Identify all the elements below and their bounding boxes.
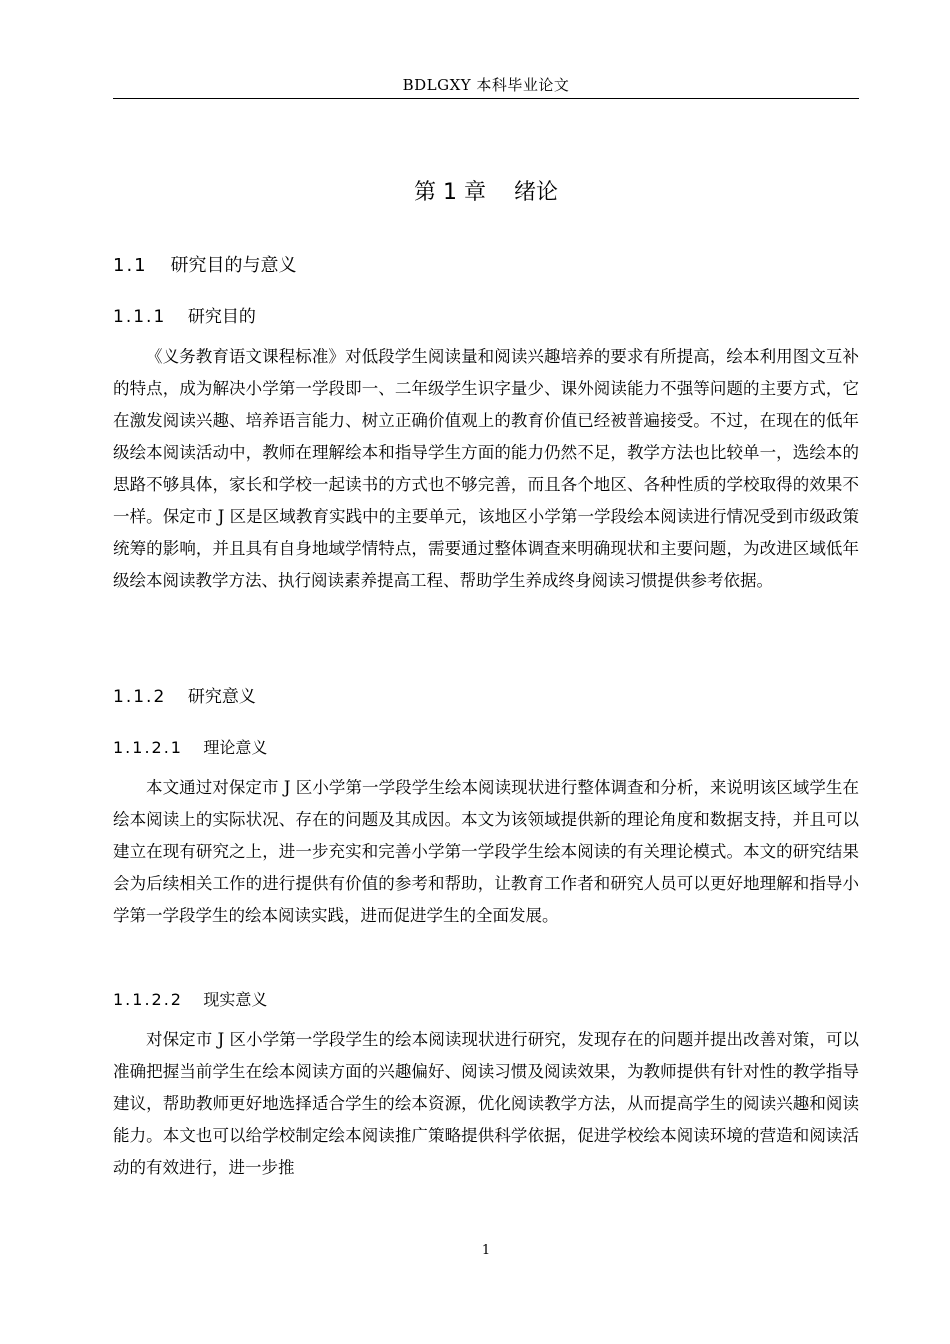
section-heading-1-1-2-2 <box>113 987 267 1013</box>
body-paragraph-theoretical: 本文通过对保定市 J 区小学第一学段学生绘本阅读现状进行整体调查和分析，来说明该区域学生在绘本阅读上的实际状况、存在的问题及其成因。本文为该领域提供新的理论角度和数据支持，并且可以建立在现有研究之上，进一步充实和完善小学第一学段学生绘本阅读的有关理论模式。本文的研究结果会为后续相关工作的进行提供有价值的参考和帮助，让教育工作者和研究人员可以更好地理解和指导小学第一学段学生的绘本阅读实践，进而促进学生的全面发展。 <box>113 778 859 925</box>
chapter-title: 第 1 章 绪论 <box>414 180 558 205</box>
section-title: 理论意义 <box>203 738 268 757</box>
body-paragraph-purpose: 《义务教育语文课程标准》对低段学生阅读量和阅读兴趣培养的要求有所提高，绘本利用图文互补的特点，成为解决小学第一学段即一、二年级学生识字量少、课外阅读能力不强等问题的主要方式，它在激发阅读兴趣、培养语言能力、树立正确价值观上的教育价值已经被普遍接受。不过，在现在的低年级绘本阅读活动中，教师在理解绘本和指导学生方面的能力仍然不足，教学方法也比较单一，选绘本的思路不够具体，家长和学校一起读书的方式也不够完善，而且各个地区、各种性质的学校取得的效果不一样。保定市 J 区是区域教育实践中的主要单元，该地区小学第一学段绘本阅读进行情况受到市级政策统筹的影响，并且具有自身地域学情特点，需要通过整体调查来明确现状和主要问题，为改进区域低年级绘本阅读教学方法、执行阅读素养提高工程、帮助学生养成终身阅读习惯提供参考依据。 <box>113 347 859 590</box>
header-divider <box>113 98 859 99</box>
section-heading-1-1 <box>113 252 297 280</box>
section-heading-1-1-2 <box>113 683 256 711</box>
section-title: 研究意义 <box>187 687 256 707</box>
section-number: 1.1.2 <box>113 687 167 707</box>
section-number: 1.1.1 <box>113 307 167 327</box>
section-title: 现实意义 <box>203 990 268 1009</box>
section-title: 研究目的 <box>187 307 256 327</box>
section-number: 1.1.2.1 <box>113 738 183 757</box>
section-number: 1.1.2.2 <box>113 990 183 1009</box>
page-number: 1 <box>481 1243 491 1258</box>
section-number: 1.1 <box>113 255 148 276</box>
body-paragraph-practical: 对保定市 J 区小学第一学段学生的绘本阅读现状进行研究，发现存在的问题并提出改善对策，可以准确把握当前学生在绘本阅读方面的兴趣偏好、阅读习惯及阅读效果，为教师提供有针对性的教学指导建议，帮助教师更好地选择适合学生的绘本资源，优化阅读教学方法，从而提高学生的阅读兴趣和阅读能力。本文也可以给学校制定绘本阅读推广策略提供科学依据，促进学校绘本阅读环境的营造和阅读活动的有效进行，进一步推 <box>113 1030 859 1177</box>
section-title: 研究目的与意义 <box>170 255 297 276</box>
running-header: BDLGXY 本科毕业论文 <box>402 76 570 94</box>
section-heading-1-1-2-1 <box>113 735 267 761</box>
section-heading-1-1-1 <box>113 303 256 331</box>
